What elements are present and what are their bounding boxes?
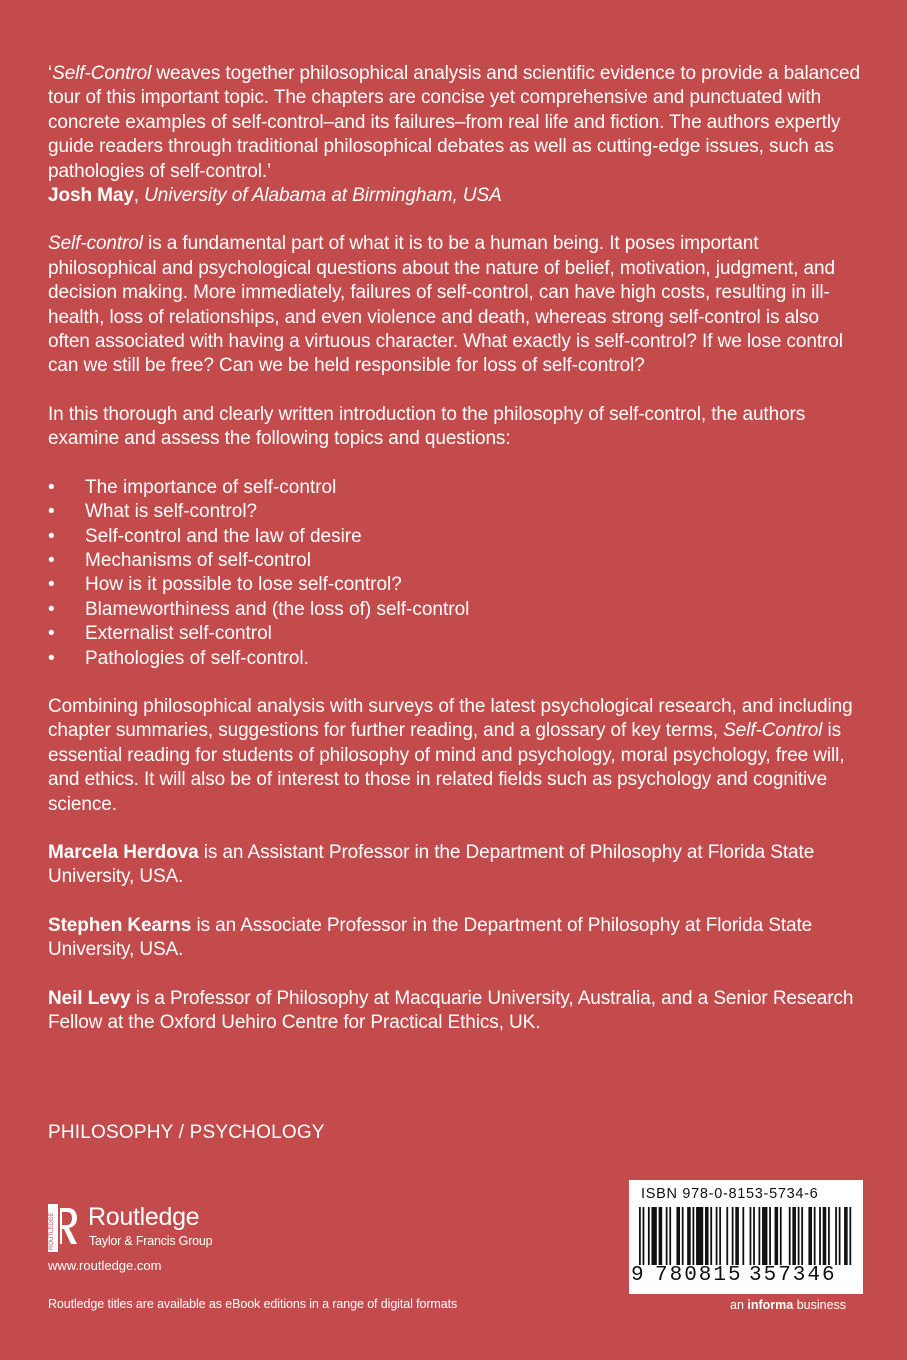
bullet-icon: • xyxy=(48,476,55,498)
barcode-bar xyxy=(849,1207,851,1265)
routledge-r-icon xyxy=(48,1204,78,1252)
barcode-bar xyxy=(835,1207,837,1265)
subject-category: PHILOSOPHY / PSYCHOLOGY xyxy=(48,1122,325,1143)
barcode-bar xyxy=(758,1207,760,1265)
list-item: • Mechanisms of self-control xyxy=(48,549,863,573)
publisher-website: www.routledge.com xyxy=(48,1258,162,1273)
bullet-icon: • xyxy=(48,598,55,620)
list-item: • The importance of self-control xyxy=(48,476,863,500)
barcode-bar xyxy=(801,1207,803,1265)
barcode-bar xyxy=(719,1207,721,1265)
svg-text:ROUTLEDGE: ROUTLEDGE xyxy=(49,1212,55,1250)
barcode-bar xyxy=(762,1207,767,1265)
publisher-name: Routledge xyxy=(88,1203,200,1231)
author-bio-herdova: Marcela Herdova is an Assistant Professor in the Department of Philosophy at Florida State University, USA. xyxy=(48,841,815,888)
list-item: • Externalist self-control xyxy=(48,622,863,646)
isbn-label: ISBN 978-0-8153-5734-6 xyxy=(641,1186,819,1202)
author-bio-kearns: Stephen Kearns is an Associate Professor in the Department of Philosophy at Florida State University, USA. xyxy=(48,914,813,961)
barcode-bar xyxy=(643,1207,645,1265)
author-name: Marcela Herdova xyxy=(48,841,199,863)
barcode-bar xyxy=(676,1207,680,1265)
bullet-icon: • xyxy=(48,647,55,669)
isbn-barcode xyxy=(629,1180,863,1294)
barcode-bar xyxy=(726,1207,728,1265)
endorser-affiliation: University of Alabama at Birmingham, USA xyxy=(144,185,502,207)
barcode-bar xyxy=(780,1207,782,1265)
barcode-bar xyxy=(682,1207,684,1265)
list-item: • How is it possible to lose self-control? xyxy=(48,573,863,597)
barcode-bar xyxy=(819,1207,821,1265)
topics-intro: In this thorough and clearly written introduction to the philosophy of self-control, the authors examine and assess the following topics and questions: xyxy=(48,403,806,450)
barcode-bar xyxy=(828,1207,830,1265)
bullet-icon: • xyxy=(48,549,55,571)
barcode-bar xyxy=(710,1207,712,1265)
barcode-bar xyxy=(651,1207,656,1265)
barcode-bar xyxy=(792,1207,796,1265)
barcode-bar xyxy=(639,1207,641,1265)
ebook-note: Routledge titles are available as eBook editions in a range of digital formats xyxy=(48,1297,458,1311)
barcode-bar xyxy=(839,1207,841,1265)
author-name: Neil Levy xyxy=(48,987,131,1009)
barcode-bars xyxy=(639,1207,853,1265)
barcode-bar xyxy=(808,1207,812,1265)
barcode-bar xyxy=(814,1207,816,1265)
barcode-bar xyxy=(798,1207,800,1265)
barcode-bar xyxy=(775,1207,779,1265)
barcode-bar xyxy=(732,1207,734,1265)
barcode-bar xyxy=(687,1207,691,1265)
list-item: • Self-control and the law of desire xyxy=(48,525,863,549)
author-bio-levy: Neil Levy is a Professor of Philosophy at Macquarie University, Australia, and a Senior Research Fellow at the Oxford Uehiro Centre for Practical Ethics, UK. xyxy=(48,987,854,1033)
barcode-bar xyxy=(659,1207,663,1265)
barcode-bar xyxy=(669,1207,671,1265)
bullet-icon: • xyxy=(48,623,55,645)
barcode-bar xyxy=(666,1207,668,1265)
bullet-icon: • xyxy=(48,501,55,523)
bullet-icon: • xyxy=(48,525,55,547)
bullet-icon: • xyxy=(48,574,55,596)
publisher-tagline: Taylor & Francis Group xyxy=(89,1234,213,1248)
barcode-bar xyxy=(769,1207,771,1265)
barcode-bar xyxy=(735,1207,739,1265)
book-description: Self-control is a fundamental part of what it is to be a human being. It poses important philosophical and psychological questions about the nature of belief, motivation, judgment, and decision making. More immediately, failures of self-control, can have high costs, resulting in ill-health, loss of relationships, and even violence and death, whereas strong self-control is also often associated with having a virtuous character. What exactly is self-control? If we lose control can we still be free? Can we be held responsible for loss of self-control? xyxy=(48,233,843,377)
barcode-digits: 9 780815 357346 xyxy=(631,1264,837,1287)
barcode-bar xyxy=(693,1207,695,1265)
back-cover-text xyxy=(48,62,863,1059)
barcode-bar xyxy=(648,1207,650,1265)
endorsement-quote: ‘Self-Control weaves together philosophical analysis and scientific evidence to provide a balanced tour of this important topic. The chapters are concise yet comprehensive and punctuated with concrete examples of self-control–and its failures–from real life and fiction. The authors expertly guide readers through traditional philosophical debates as well as cutting-edge issues, such as pathologies of self-control.’ Josh May, University of Alabama at Birmingham, USA xyxy=(48,63,860,207)
barcode-bar xyxy=(742,1207,744,1265)
informa-tag: an informa business xyxy=(730,1298,847,1312)
barcode-bar xyxy=(696,1207,703,1265)
author-name: Stephen Kearns xyxy=(48,914,192,936)
list-item: • Blameworthiness and (the loss of) self-control xyxy=(48,598,863,622)
list-item: • Pathologies of self-control. xyxy=(48,647,863,671)
endorsement-book-title: Self-Control xyxy=(52,63,152,84)
closing-paragraph: Combining philosophical analysis with surveys of the latest psychological research, and including chapter summaries, suggestions for further reading, and a glossary of key terms, Self-Control is essential reading for students of philosophy of mind and psychology, moral psychology, free will, and ethics. It will also be of interest to those in related fields such as psychology and cognitive science. xyxy=(48,695,853,815)
topics-list xyxy=(48,476,863,671)
list-item: • What is self-control? xyxy=(48,500,863,524)
publisher-logo xyxy=(48,1204,268,1256)
barcode-bar xyxy=(789,1207,791,1265)
endorser-name: Josh May xyxy=(48,185,134,207)
barcode-bar xyxy=(750,1207,752,1265)
barcode-bar xyxy=(823,1207,827,1265)
barcode-bar xyxy=(844,1207,848,1265)
barcode-bar xyxy=(753,1207,755,1265)
barcode-bar xyxy=(716,1207,718,1265)
barcode-bar xyxy=(705,1207,709,1265)
